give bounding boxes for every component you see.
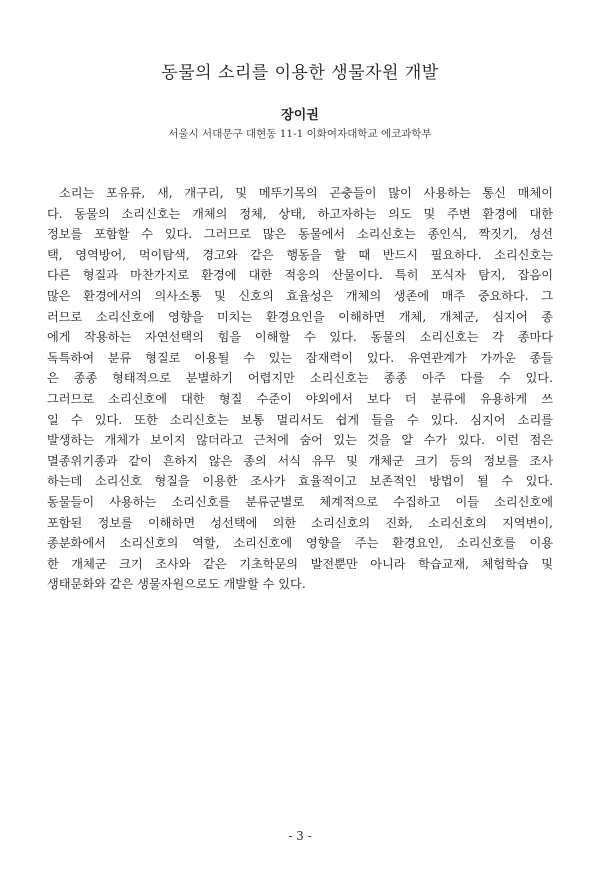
body-line: 발생하는 개체가 보이지 않더라고 근처에 숨어 있는 것을 알 수가 있다. 이런 점은 <box>47 433 553 448</box>
body-line: 종분화에서 소리신호의 역할, 소리신호에 영향을 주는 환경요인, 소리신호를 이용 <box>47 536 553 551</box>
author-affiliation: 서울시 서대문구 대현동 11-1 이화여자대학교 에코과학부 <box>168 128 432 140</box>
body-line: 한 개체군 크기 조사와 같은 기초학문의 발전뿐만 아니라 학습교재, 체험학습 및 <box>47 556 553 571</box>
body-line: 다른 형질과 마찬가지로 환경에 대한 적응의 산물이다. 특히 포식자 탐지, 잡음이 <box>47 268 553 283</box>
document-title: 동물의 소리를 이용한 생물자원 개발 <box>161 63 439 83</box>
body-line: 많은 환경에서의 의사소통 및 신호의 효율성은 개체의 생존에 매주 중요하다. 그 <box>47 288 553 303</box>
body-line: 그러므로 소리신호에 대한 형질 수준이 야외에서 보다 더 분류에 유용하게 쓰 <box>47 391 553 406</box>
body-line: 동물들이 사용하는 소리신호를 분류군별로 체계적으로 수집하고 이들 소리신호에 <box>47 494 553 509</box>
body-line: 멸종위기종과 같이 흔하지 않은 종의 서식 유무 및 개체군 크기 등의 정보를 조사 <box>47 453 553 468</box>
author-name: 장이권 <box>281 108 319 123</box>
body-line: 에게 작용하는 자연선택의 힘을 이해할 수 있다. 동물의 소리신호는 각 종마다 <box>47 330 553 345</box>
body-line: 정보를 포함할 수 있다. 그러므로 많은 동물에서 소리신호는 종인식, 짝짓기, 성선 <box>47 227 553 242</box>
body-line: 은 종종 형태적으로 분별하기 어렵지만 소리신호는 종종 아주 다를 수 있다. <box>47 371 553 386</box>
page-number: - 3 - <box>288 829 312 843</box>
body-line: 포함된 정보를 이해하면 성선택에 의한 소리신호의 진화, 소리신호의 지역변이, <box>47 515 553 530</box>
body-line: 소리는 포유류, 새, 개구리, 및 메뚜기목의 곤충들이 많이 사용하는 통신 매체이 <box>59 186 553 200</box>
body-line: 러므로 소리신호에 영향을 미치는 환경요인을 이해하면 개체, 개체군, 심지어 종 <box>47 309 553 324</box>
body-paragraph <box>47 183 553 595</box>
body-line: 생태문화와 같은 생물자원으로도 개발할 수 있다. <box>47 577 306 592</box>
body-line: 일 수 있다. 또한 소리신호는 보통 멀리서도 쉽게 들을 수 있다. 심지어 소리를 <box>47 412 553 427</box>
body-line: 하는데 소리신호 형질을 이용한 조사가 효율적이고 보존적인 방법이 될 수 있다. <box>47 474 553 489</box>
body-line: 택, 영역방어, 먹이탐색, 경고와 같은 행동을 할 때 반드시 필요하다. 소리신호는 <box>47 247 553 262</box>
body-line: 다. 동물의 소리신호는 개체의 정체, 상태, 하고자하는 의도 및 주변 환경에 대한 <box>47 206 553 221</box>
body-line: 독특하여 분류 형질로 이용될 수 있는 잠재력이 있다. 유연관계가 가까운 종들 <box>47 350 553 365</box>
